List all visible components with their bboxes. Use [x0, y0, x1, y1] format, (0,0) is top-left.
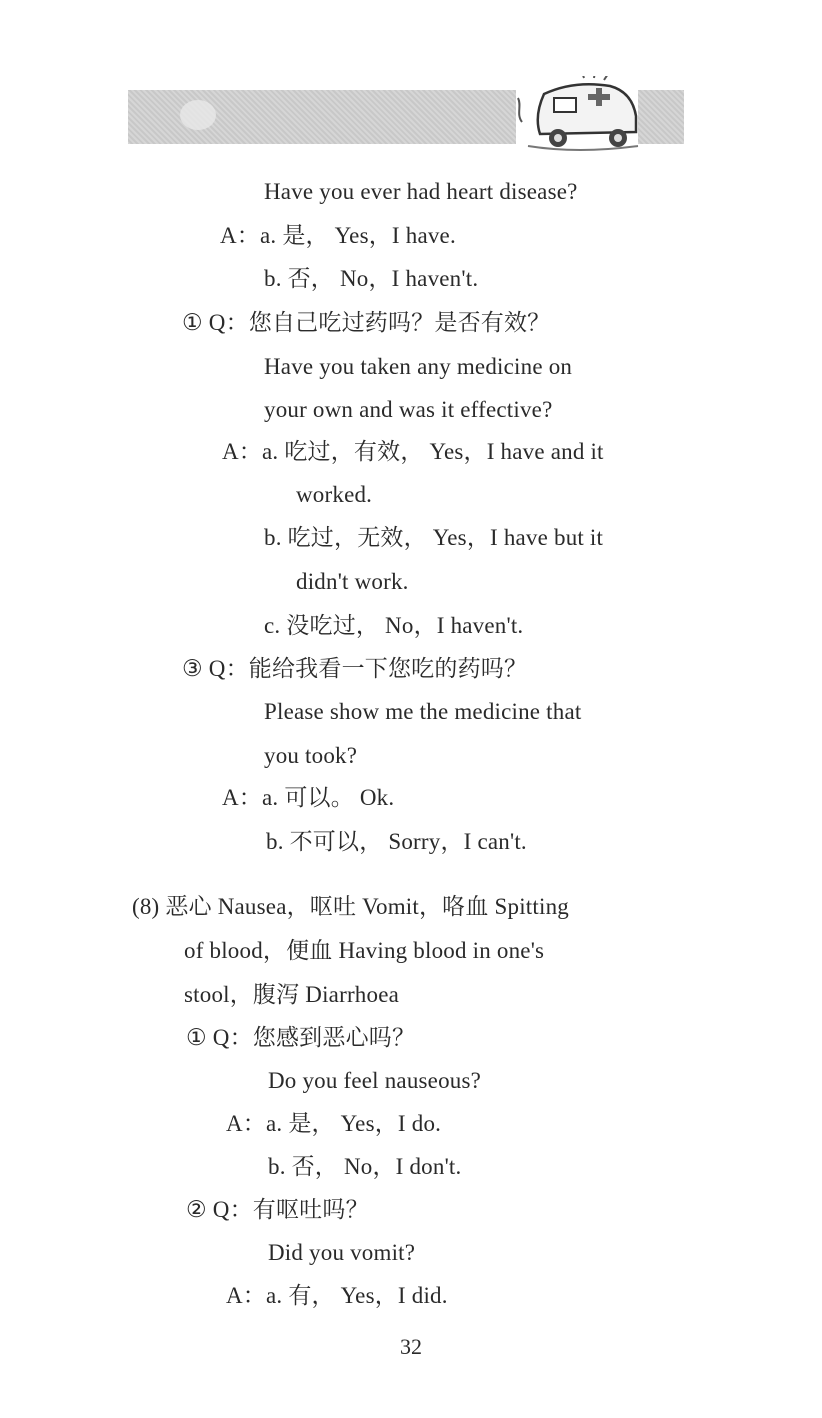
text-line: A：a. 是， Yes，I do. [226, 1111, 442, 1136]
text-line: b. 否， No，I haven't. [264, 266, 479, 291]
text-line: A：a. 有， Yes，I did. [226, 1283, 448, 1308]
text-line: worked. [296, 482, 373, 507]
text-line: Do you feel nauseous? [268, 1068, 482, 1093]
text-line: Please show me the medicine that [264, 699, 582, 724]
text-line: A：a. 吃过，有效， Yes，I have and it [222, 439, 604, 464]
page-number: 32 [400, 1334, 422, 1359]
text-line: c. 没吃过， No，I haven't. [264, 613, 524, 638]
banner-pattern-right [638, 90, 684, 144]
text-line: b. 否， No，I don't. [268, 1154, 462, 1179]
text-line: of blood，便血 Having blood in one's [184, 938, 545, 963]
text-line: ③ Q：能给我看一下您吃的药吗？ [182, 656, 528, 681]
text-line: Did you vomit? [268, 1240, 416, 1265]
ambulance-icon [514, 76, 642, 154]
text-line: A：a. 是， Yes，I have. [220, 223, 456, 248]
text-line: stool，腹泻 Diarrhoea [184, 982, 400, 1007]
text-line: didn't work. [296, 569, 409, 594]
banner-emblem [180, 100, 216, 130]
text-line: you took? [264, 743, 358, 768]
text-line: A：a. 可以。 Ok. [222, 785, 395, 810]
text-line: ① Q：您自己吃过药吗？是否有效？ [182, 310, 551, 335]
text-line: Have you ever had heart disease? [264, 179, 578, 204]
text-line: ② Q：有呕吐吗？ [186, 1197, 369, 1222]
text-line: (8) 恶心 Nausea，呕吐 Vomit，咯血 Spitting [132, 894, 569, 919]
text-line: b. 吃过，无效， Yes，I have but it [264, 525, 604, 550]
text-line: your own and was it effective? [264, 397, 553, 422]
text-line: Have you taken any medicine on [264, 354, 573, 379]
text-line: b. 不可以， Sorry，I can't. [266, 829, 527, 854]
chapter-banner [128, 86, 684, 148]
text-line: ① Q：您感到恶心吗？ [186, 1025, 416, 1050]
